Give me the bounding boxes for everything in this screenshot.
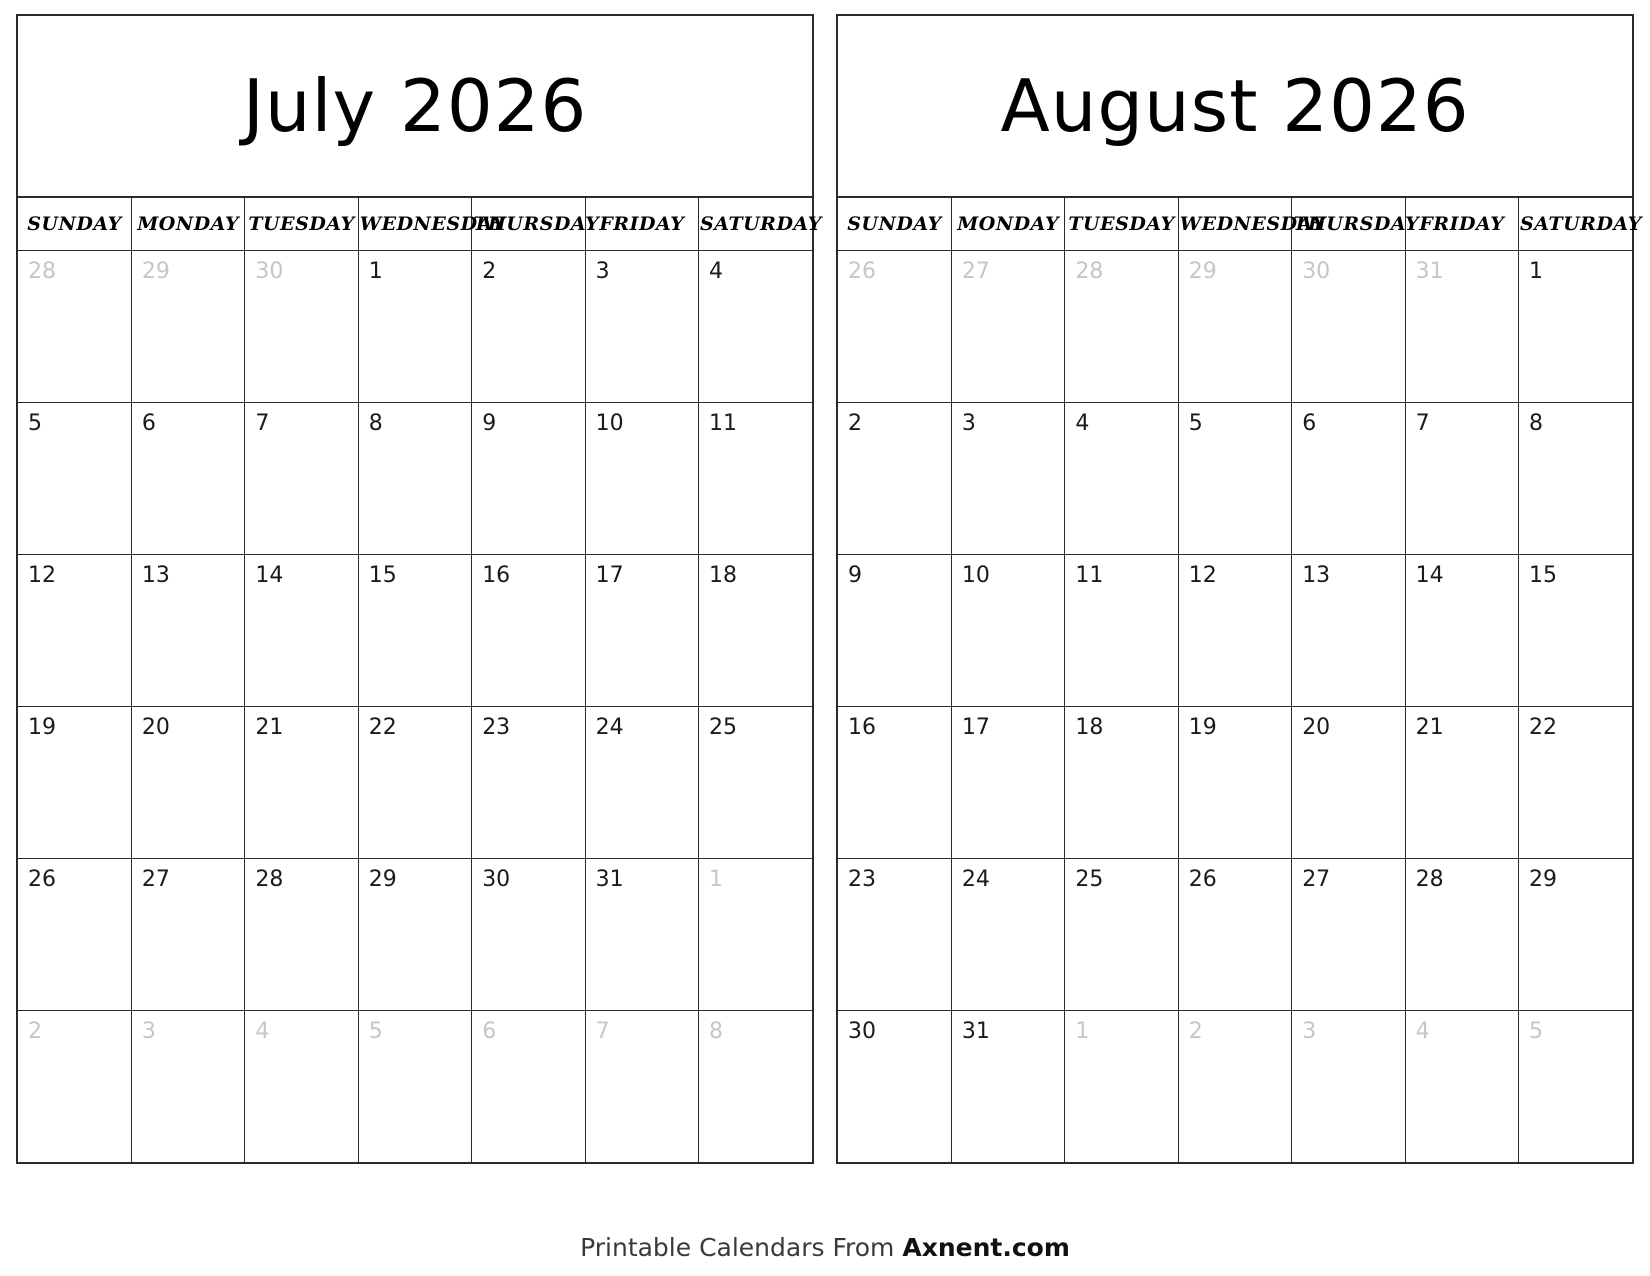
calendar-title-july (18, 16, 812, 198)
day-cell[interactable] (699, 858, 812, 1010)
day-number: 9 (848, 562, 862, 588)
day-number: 3 (595, 258, 610, 284)
day-cell[interactable] (951, 250, 1064, 402)
footer-brand-link[interactable]: Axnent.com (902, 1233, 1070, 1262)
day-cell[interactable] (1065, 706, 1178, 858)
day-number: 6 (482, 1018, 497, 1044)
day-number: 12 (1188, 562, 1217, 588)
calendar-week-row (838, 706, 1632, 858)
day-cell[interactable] (131, 1010, 244, 1162)
day-number: 1 (1529, 258, 1544, 284)
weekday-header-wednesday: WEDNESDAY (1178, 198, 1291, 250)
calendar-week-row (18, 858, 812, 1010)
day-cell[interactable] (1065, 554, 1178, 706)
day-number: 18 (709, 562, 738, 588)
day-cell[interactable] (699, 402, 812, 554)
day-cell[interactable] (699, 554, 812, 706)
weekday-header-thursday: THURSDAY (1292, 198, 1405, 250)
day-cell[interactable] (951, 554, 1064, 706)
day-cell[interactable] (951, 1010, 1064, 1162)
day-cell[interactable] (472, 1010, 585, 1162)
day-cell[interactable] (951, 858, 1064, 1010)
day-number: 19 (28, 714, 56, 740)
day-number: 13 (1302, 562, 1331, 588)
calendar-week-row (838, 554, 1632, 706)
day-cell[interactable] (18, 554, 131, 706)
weekday-header-row (18, 198, 812, 250)
day-number: 30 (482, 866, 511, 892)
day-cell[interactable] (699, 250, 812, 402)
day-cell[interactable] (131, 858, 244, 1010)
day-cell[interactable] (131, 402, 244, 554)
day-cell[interactable] (1292, 1010, 1405, 1162)
day-number: 30 (848, 1018, 876, 1044)
day-cell[interactable] (245, 250, 358, 402)
day-number: 4 (255, 1018, 270, 1044)
day-number: 5 (1188, 410, 1203, 436)
weekday-header-saturday: SATURDAY (1519, 198, 1632, 250)
day-number: 22 (368, 714, 397, 740)
day-number: 20 (141, 714, 170, 740)
day-cell[interactable] (951, 706, 1064, 858)
day-number: 2 (28, 1018, 42, 1044)
day-cell[interactable] (131, 250, 244, 402)
day-cell[interactable] (838, 706, 951, 858)
day-cell[interactable] (358, 554, 471, 706)
day-number: 29 (1188, 258, 1217, 284)
day-cell[interactable] (585, 858, 698, 1010)
day-number: 3 (961, 410, 976, 436)
calendar-week-row (18, 706, 812, 858)
day-cell[interactable] (1405, 402, 1518, 554)
day-number: 29 (368, 866, 397, 892)
day-cell[interactable] (1292, 554, 1405, 706)
weekday-header-friday: FRIDAY (1405, 198, 1518, 250)
day-cell[interactable] (1519, 554, 1632, 706)
day-number: 20 (1302, 714, 1331, 740)
day-number: 14 (255, 562, 284, 588)
weekday-header-saturday: SATURDAY (699, 198, 812, 250)
day-number: 28 (1075, 258, 1104, 284)
weekday-header-tuesday: TUESDAY (1065, 198, 1178, 250)
day-number: 3 (141, 1018, 156, 1044)
day-number: 17 (595, 562, 624, 588)
day-cell[interactable] (585, 402, 698, 554)
day-cell[interactable] (245, 706, 358, 858)
day-cell[interactable] (358, 250, 471, 402)
weekday-header-row (838, 198, 1632, 250)
day-cell[interactable] (1065, 1010, 1178, 1162)
day-cell[interactable] (1065, 858, 1178, 1010)
day-cell[interactable] (245, 554, 358, 706)
day-cell[interactable] (1065, 402, 1178, 554)
footer-text: Printable Calendars From (580, 1233, 903, 1262)
day-number: 9 (482, 410, 497, 436)
day-cell[interactable] (358, 706, 471, 858)
day-number: 26 (1188, 866, 1217, 892)
day-number: 31 (1415, 258, 1444, 284)
day-cell[interactable] (358, 402, 471, 554)
day-cell[interactable] (1519, 250, 1632, 402)
day-number: 1 (709, 866, 724, 892)
weekday-header-friday: FRIDAY (585, 198, 698, 250)
day-number: 1 (1075, 1018, 1090, 1044)
day-number: 28 (255, 866, 284, 892)
day-number: 27 (1302, 866, 1331, 892)
day-cell[interactable] (699, 1010, 812, 1162)
weekday-header-sunday: SUNDAY (18, 198, 131, 250)
day-number: 2 (1188, 1018, 1203, 1044)
day-number: 23 (848, 866, 876, 892)
calendar-grid-july (18, 198, 822, 1162)
calendar-title-text: August 2026 (1000, 64, 1470, 148)
day-number: 17 (961, 714, 990, 740)
day-cell[interactable] (1178, 402, 1291, 554)
day-number: 30 (255, 258, 284, 284)
day-number: 21 (1415, 714, 1444, 740)
calendar-july (16, 14, 822, 1164)
day-cell[interactable] (472, 250, 585, 402)
calendar-week-row (838, 858, 1632, 1010)
day-number: 21 (255, 714, 284, 740)
day-cell[interactable] (1065, 250, 1178, 402)
weekday-header-monday: MONDAY (131, 198, 244, 250)
weekday-header-thursday: THURSDAY (472, 198, 585, 250)
day-cell[interactable] (472, 706, 585, 858)
day-cell[interactable] (1405, 554, 1518, 706)
day-number: 27 (141, 866, 170, 892)
day-number: 24 (961, 866, 990, 892)
day-number: 23 (482, 714, 511, 740)
day-number: 26 (28, 866, 56, 892)
day-cell[interactable] (585, 554, 698, 706)
day-cell[interactable] (18, 1010, 131, 1162)
calendar-title-august (838, 16, 1632, 198)
day-number: 27 (961, 258, 990, 284)
day-number: 7 (595, 1018, 610, 1044)
day-number: 31 (595, 866, 624, 892)
day-number: 4 (1075, 410, 1090, 436)
day-number: 4 (709, 258, 724, 284)
calendar-week-row (18, 402, 812, 554)
day-number: 15 (368, 562, 397, 588)
day-cell[interactable] (585, 706, 698, 858)
day-cell[interactable] (838, 554, 951, 706)
day-number: 2 (848, 410, 862, 436)
day-number: 22 (1529, 714, 1558, 740)
day-cell[interactable] (1292, 706, 1405, 858)
day-number: 5 (28, 410, 42, 436)
day-cell[interactable] (838, 1010, 951, 1162)
day-cell[interactable] (838, 402, 951, 554)
day-number: 7 (1415, 410, 1430, 436)
day-number: 12 (28, 562, 56, 588)
day-cell[interactable] (1405, 250, 1518, 402)
day-cell[interactable] (1178, 250, 1291, 402)
day-number: 31 (961, 1018, 990, 1044)
day-cell[interactable] (18, 706, 131, 858)
day-cell[interactable] (699, 706, 812, 858)
day-cell[interactable] (472, 402, 585, 554)
day-number: 25 (709, 714, 738, 740)
day-number: 11 (709, 410, 738, 436)
day-number: 2 (482, 258, 497, 284)
day-number: 8 (1529, 410, 1544, 436)
day-number: 18 (1075, 714, 1104, 740)
day-cell[interactable] (1405, 858, 1518, 1010)
day-cell[interactable] (1292, 402, 1405, 554)
day-number: 8 (368, 410, 383, 436)
day-cell[interactable] (472, 858, 585, 1010)
day-number: 4 (1415, 1018, 1430, 1044)
day-number: 10 (595, 410, 624, 436)
day-number: 5 (368, 1018, 383, 1044)
day-cell[interactable] (1405, 1010, 1518, 1162)
day-number: 16 (482, 562, 511, 588)
day-number: 29 (141, 258, 170, 284)
day-cell[interactable] (245, 858, 358, 1010)
day-cell[interactable] (838, 858, 951, 1010)
day-number: 25 (1075, 866, 1104, 892)
day-cell[interactable] (1292, 250, 1405, 402)
day-number: 13 (141, 562, 170, 588)
day-number: 15 (1529, 562, 1558, 588)
day-number: 28 (1415, 866, 1444, 892)
day-cell[interactable] (1178, 554, 1291, 706)
day-cell[interactable] (131, 706, 244, 858)
day-cell[interactable] (1405, 706, 1518, 858)
calendar-august (836, 14, 1642, 1164)
day-cell[interactable] (358, 858, 471, 1010)
weekday-header-monday: MONDAY (951, 198, 1064, 250)
day-cell[interactable] (1178, 706, 1291, 858)
calendar-grid-august (838, 198, 1642, 1162)
day-number: 6 (141, 410, 156, 436)
day-cell[interactable] (1519, 858, 1632, 1010)
footer-credit (0, 1233, 1650, 1262)
day-number: 26 (848, 258, 876, 284)
day-cell[interactable] (131, 554, 244, 706)
weekday-header-tuesday: TUESDAY (245, 198, 358, 250)
day-cell[interactable] (1178, 858, 1291, 1010)
day-number: 8 (709, 1018, 724, 1044)
day-number: 5 (1529, 1018, 1544, 1044)
day-number: 19 (1188, 714, 1217, 740)
day-number: 28 (28, 258, 56, 284)
day-number: 3 (1302, 1018, 1317, 1044)
day-cell[interactable] (1178, 1010, 1291, 1162)
calendar-week-row (838, 1010, 1632, 1162)
day-cell[interactable] (18, 402, 131, 554)
day-number: 11 (1075, 562, 1104, 588)
day-cell[interactable] (245, 402, 358, 554)
day-number: 14 (1415, 562, 1444, 588)
day-cell[interactable] (472, 554, 585, 706)
day-cell[interactable] (18, 858, 131, 1010)
day-number: 7 (255, 410, 270, 436)
day-cell[interactable] (358, 1010, 471, 1162)
day-cell[interactable] (18, 250, 131, 402)
day-cell[interactable] (838, 250, 951, 402)
calendar-week-row (18, 1010, 812, 1162)
weekday-header-sunday: SUNDAY (838, 198, 951, 250)
day-number: 30 (1302, 258, 1331, 284)
calendar-week-row (18, 250, 812, 402)
day-number: 24 (595, 714, 624, 740)
day-number: 1 (368, 258, 383, 284)
day-number: 16 (848, 714, 876, 740)
day-cell[interactable] (1519, 706, 1632, 858)
day-cell[interactable] (951, 402, 1064, 554)
day-number: 29 (1529, 866, 1558, 892)
day-cell[interactable] (585, 250, 698, 402)
day-cell[interactable] (1292, 858, 1405, 1010)
day-cell[interactable] (585, 1010, 698, 1162)
day-cell[interactable] (1519, 1010, 1632, 1162)
weekday-header-wednesday: WEDNESDAY (358, 198, 471, 250)
day-cell[interactable] (1519, 402, 1632, 554)
day-cell[interactable] (245, 1010, 358, 1162)
calendar-week-row (838, 402, 1632, 554)
day-number: 10 (961, 562, 990, 588)
day-number: 6 (1302, 410, 1317, 436)
calendar-title-text: July 2026 (242, 64, 588, 148)
calendar-week-row (838, 250, 1632, 402)
calendar-week-row (18, 554, 812, 706)
